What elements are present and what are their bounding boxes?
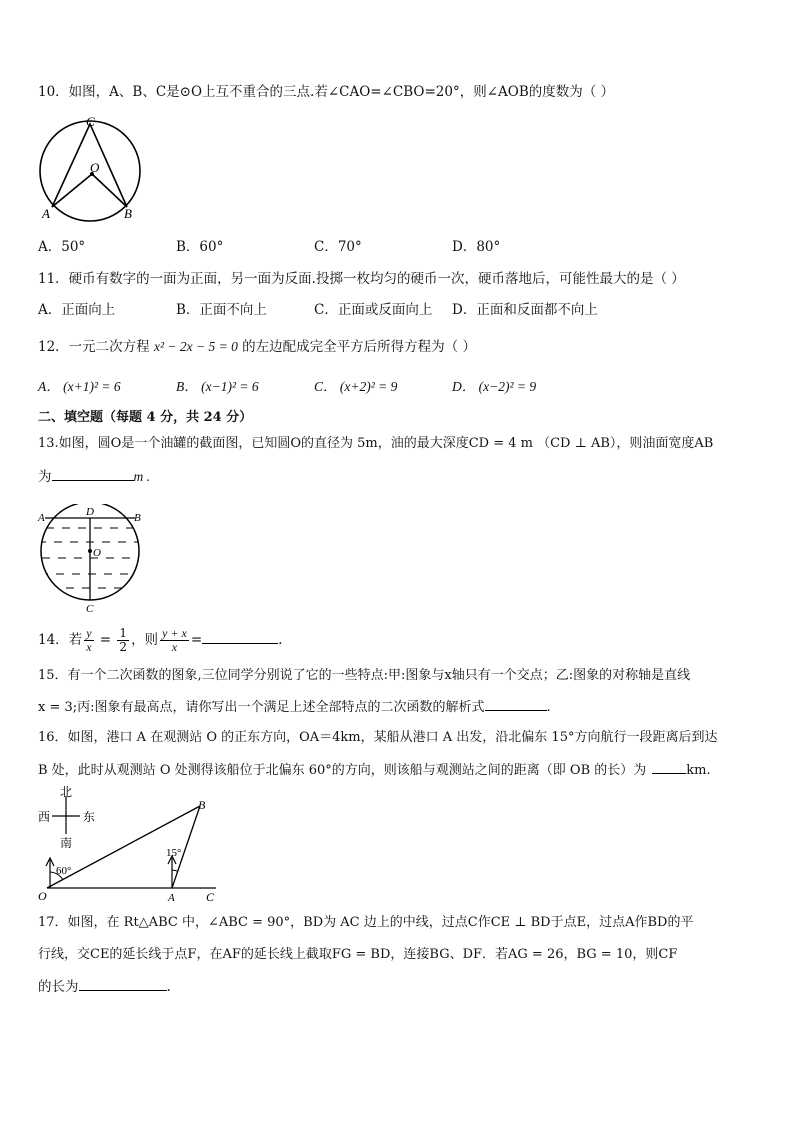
q14-tail: =: [190, 632, 203, 648]
q17-answer-blank[interactable]: [79, 976, 167, 991]
q14-frac1-den: x: [86, 640, 92, 654]
q10-label-c: C: [86, 114, 95, 129]
q16-label-c: C: [206, 890, 215, 904]
q14-frac3-num: y + x: [162, 626, 187, 640]
q12-stem-prefix: 12．一元二次方程: [38, 339, 154, 355]
q10-stem: 10．如图，A、B、C是⊙O上互不重合的三点.若∠CAO=∠CBO=20°，则∠AOB的度数为（ ）: [38, 84, 615, 100]
q13-label-o: O: [93, 547, 101, 559]
q10-option-b: B．60°: [176, 239, 224, 255]
q16-label-o: O: [38, 889, 47, 903]
q10-option-c: C．70°: [314, 239, 362, 255]
q16-compass-east: 东: [83, 810, 96, 824]
q14-frac2-num: 1: [119, 626, 128, 640]
q11-option-a: A．正面向上: [38, 302, 116, 318]
q11-option-b: B．正面不向上: [176, 302, 267, 318]
q17-line3-text: 的长为: [38, 979, 79, 995]
section-2-title: 二、填空题（每题 4 分，共 24 分）: [38, 410, 253, 425]
q13-answer-blank[interactable]: [52, 466, 134, 481]
q13-line2: [38, 466, 150, 487]
q13-figure: [36, 504, 148, 616]
q14-frac1-num: y: [86, 626, 92, 640]
q12-option-c: C． (x+2)² = 9: [314, 379, 398, 394]
q10-figure: [30, 112, 160, 227]
q13-label-a: A: [38, 512, 45, 524]
q17-end: .: [166, 979, 171, 995]
q14-line: [38, 624, 282, 656]
q16-angle-15: 15°: [166, 847, 182, 859]
q12-option-d: D． (x−2)² = 9: [452, 379, 537, 394]
q13-label-b: B: [134, 512, 141, 524]
q15-line2: [38, 696, 551, 718]
q12-option-b: B． (x−1)² = 6: [176, 379, 259, 394]
q16-compass-south: 南: [60, 836, 73, 850]
q14-mid: ，则: [131, 632, 159, 648]
q10-label-b: B: [124, 206, 132, 221]
q13-line2-suffix: m .: [133, 469, 150, 484]
q11-stem: 11．硬币有数字的一面为正面，另一面为反面.投掷一枚均匀的硬币一次，硬币落地后，可能性最大的是（ ）: [38, 271, 685, 287]
q15-line2-text: x = 3;丙:图象有最高点，请你写出一个满足上述全部特点的二次函数的解析式: [38, 700, 485, 715]
q14-equals: =: [95, 632, 116, 648]
q17-line1: 17．如图，在 Rt△ABC 中，∠ABC = 90°，BD为 AC 边上的中线，过点C作CE ⊥ BD于点E，过点A作BD的平: [38, 915, 694, 930]
q10-label-o: O: [90, 160, 100, 175]
q12-stem: [38, 337, 476, 357]
q16-label-b: B: [198, 798, 206, 812]
q13-label-d: D: [86, 506, 94, 518]
q16-label-a: A: [168, 892, 175, 904]
q11-option-d: D．正面和反面都不向上: [452, 302, 598, 318]
q14-answer-blank[interactable]: [202, 629, 278, 644]
q16-compass-west: 西: [38, 810, 51, 824]
q11-option-c: C．正面或反面向上: [314, 302, 433, 318]
q16-compass-north: 北: [60, 785, 73, 799]
q16-line1: 16．如图，港口 A 在观测站 O 的正东方向，OA＝4km，某船从港口 A 出发，沿北偏东 15°方向航行一段距离后到达: [38, 730, 718, 745]
q15-line1: 15．有一个二次函数的图象,三位同学分别说了它的一些特点:甲:图象与x轴只有一个交点；乙:图象的对称轴是直线: [38, 668, 691, 683]
q16-unit: km.: [686, 763, 711, 778]
q16-angle-60: 60°: [56, 865, 72, 877]
q15-end: .: [546, 700, 551, 715]
q10-option-d: D．80°: [452, 239, 501, 255]
q14-prefix: 14．若: [38, 632, 83, 648]
q10-label-a: A: [42, 206, 50, 221]
q16-figure: [34, 784, 224, 904]
q17-line2: 行线，交CE的延长线于点F，在AF的延长线上截取FG = BD，连接BG、DF．若AG = 26，BG = 10，则CF: [38, 947, 678, 962]
q16-line2-text: B 处，此时从观测站 O 处测得该船位于北偏东 60°的方向，则该船与观测站之间的距离（即 OB 的长）为: [38, 763, 647, 778]
q14-frac3-den: x: [171, 640, 178, 654]
q14-fraction-y-over-x: [84, 627, 93, 654]
q14-fraction-one-half: [117, 627, 129, 654]
q12-stem-suffix: 的左边配成完全平方后所得方程为（ ）: [237, 339, 476, 355]
q16-line2: [38, 759, 711, 781]
q13-line2-prefix: 为: [38, 469, 52, 485]
q13-label-c: C: [86, 603, 94, 615]
q15-answer-blank[interactable]: [485, 696, 547, 711]
q14-frac2-den: 2: [119, 640, 128, 654]
q13-line1: 13.如图，圆O是一个油罐的截面图，已知圆O的直径为 5m，油的最大深度CD = 4 m （CD ⊥ AB），则油面宽度AB: [38, 436, 714, 451]
q10-option-a: A．50°: [38, 239, 86, 255]
q14-fraction-sum-over-x: [160, 627, 189, 654]
q12-option-a: A． (x+1)² = 6: [38, 379, 121, 394]
q17-line3: [38, 976, 171, 997]
q12-equation: x² − 2x − 5 = 0: [153, 339, 238, 354]
q16-answer-blank[interactable]: [652, 759, 686, 774]
q14-end: .: [278, 632, 283, 648]
